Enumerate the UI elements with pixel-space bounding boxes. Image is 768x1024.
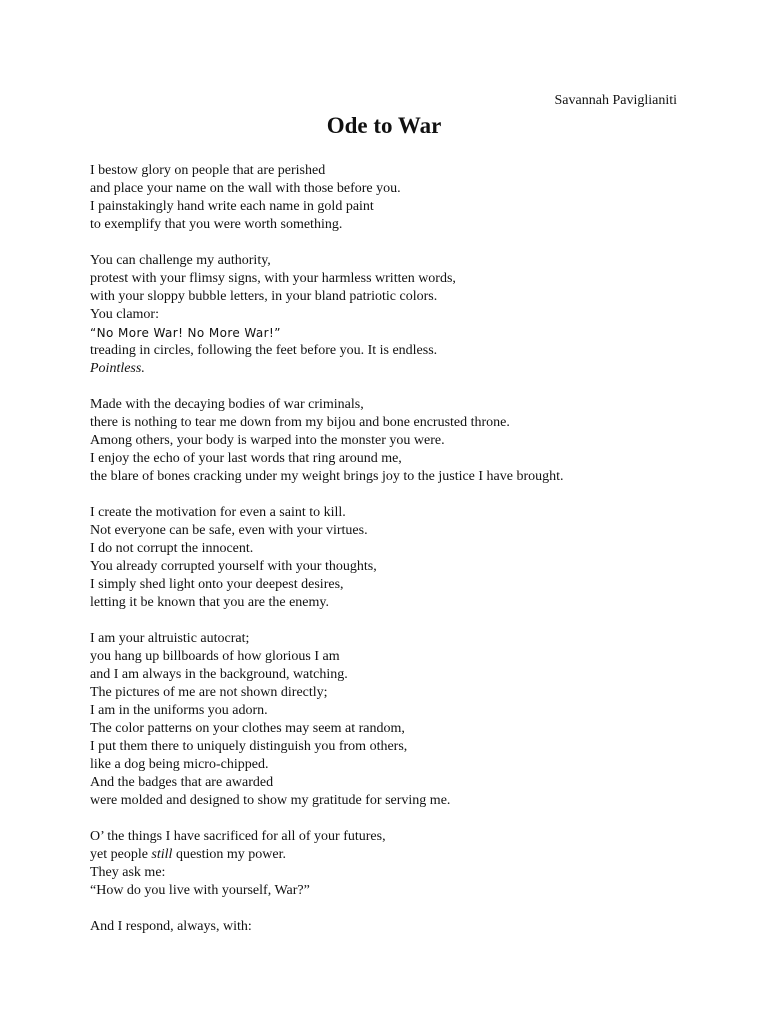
poem-line: with your sloppy bubble letters, in your bland patriotic colors. (90, 289, 438, 304)
poem-line-italic (90, 360, 710, 378)
italic-word-still: still (151, 847, 173, 862)
poem-line: I enjoy the echo of your last words that ring around me, (90, 451, 402, 466)
poem-line: like a dog being micro-chipped. (90, 757, 269, 772)
poem-line: I do not corrupt the innocent. (90, 541, 254, 556)
poem-line: And I respond, always, with: (90, 919, 252, 934)
poem-body (90, 162, 710, 954)
poem-line: and I am always in the background, watching. (90, 667, 348, 682)
author-name: Savannah Paviglianiti (554, 93, 677, 108)
poem-line: And the badges that are awarded (90, 775, 274, 790)
stanza-1 (90, 162, 710, 234)
stanza-4 (90, 504, 710, 612)
stanza-7 (90, 918, 710, 936)
poem-line: treading in circles, following the feet before you. It is endless. (90, 343, 438, 358)
poem-line: Not everyone can be safe, even with your virtues. (90, 523, 368, 538)
protest-chant-line: “No More War! No More War!” (90, 326, 281, 340)
poem-line: The pictures of me are not shown directly; (90, 685, 328, 700)
poem-line: I am in the uniforms you adorn. (90, 703, 268, 718)
stanza-6 (90, 828, 710, 900)
poem-title: Ode to War (326, 113, 442, 138)
stanza-5 (90, 630, 710, 810)
poem-line: I create the motivation for even a saint to kill. (90, 505, 346, 520)
poem-line: You clamor: (90, 307, 159, 322)
poem-line: there is nothing to tear me down from my bijou and bone encrusted throne. (90, 415, 510, 430)
italic-word-pointless: Pointless. (90, 361, 145, 376)
poem-line: I bestow glory on people that are perished (90, 163, 326, 178)
poem-line: They ask me: (90, 865, 166, 880)
poem-line: “How do you live with yourself, War?” (90, 883, 310, 898)
poem-line-mixed (90, 846, 710, 864)
stanza-2 (90, 252, 710, 378)
poem-line: Among others, your body is warped into the monster you were. (90, 433, 445, 448)
poem-line: were molded and designed to show my gratitude for serving me. (90, 793, 451, 808)
poem-line: I am your altruistic autocrat; (90, 631, 250, 646)
poem-line: the blare of bones cracking under my weight brings joy to the justice I have brought. (90, 469, 564, 484)
poem-text: question my power. (172, 847, 286, 862)
poem-line: and place your name on the wall with those before you. (90, 181, 401, 196)
poem-line: I painstakingly hand write each name in gold paint (90, 199, 374, 214)
poem-line: to exemplify that you were worth something. (90, 217, 343, 232)
poem-line: O’ the things I have sacrificed for all of your futures, (90, 829, 386, 844)
poem-line: I simply shed light onto your deepest desires, (90, 577, 344, 592)
poem-line: you hang up billboards of how glorious I am (90, 649, 340, 664)
poem-line: letting it be known that you are the enemy. (90, 595, 329, 610)
poem-line: protest with your flimsy signs, with your harmless written words, (90, 271, 456, 286)
poem-line: You already corrupted yourself with your thoughts, (90, 559, 377, 574)
poem-line: You can challenge my authority, (90, 253, 271, 268)
stanza-3 (90, 396, 710, 486)
poem-line: The color patterns on your clothes may seem at random, (90, 721, 405, 736)
poem-line: I put them there to uniquely distinguish you from others, (90, 739, 408, 754)
poem-text: yet people (90, 847, 152, 862)
poem-line: Made with the decaying bodies of war criminals, (90, 397, 364, 412)
